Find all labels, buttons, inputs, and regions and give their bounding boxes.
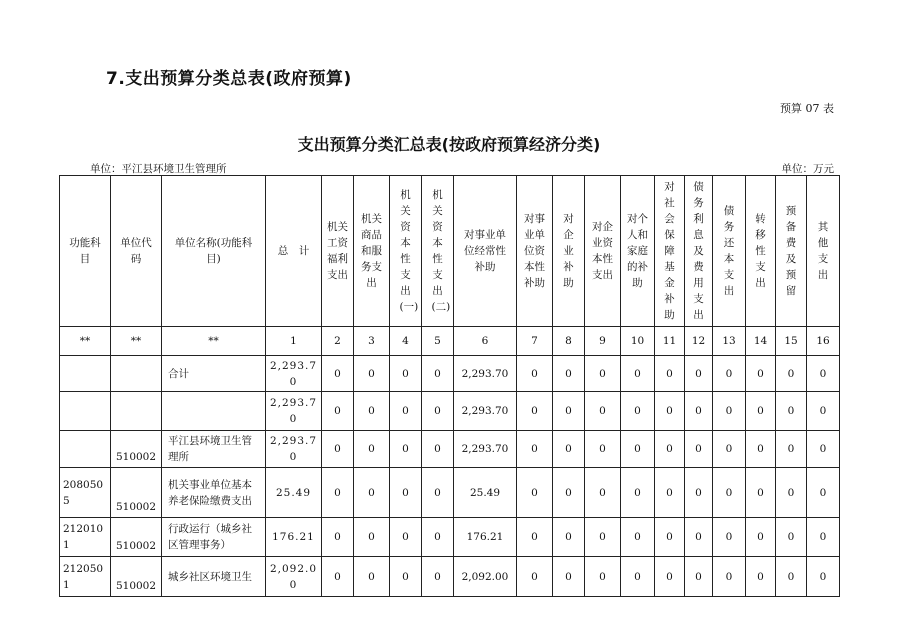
value-cell: 25.49 bbox=[454, 468, 517, 518]
value-cell: 0 bbox=[322, 468, 354, 518]
value-cell: 176.21 bbox=[454, 518, 517, 557]
value-cell: 2,092.00 bbox=[454, 557, 517, 597]
value-cell: 0 bbox=[422, 468, 454, 518]
value-cell: 0 bbox=[390, 392, 422, 431]
value-cell: 0 bbox=[655, 392, 685, 431]
value-cell: 0 bbox=[322, 356, 354, 392]
unit-name-cell: 机关事业单位基本养老保险缴费支出 bbox=[162, 468, 266, 518]
value-cell: 0 bbox=[422, 431, 454, 468]
value-cell: 0 bbox=[685, 356, 713, 392]
value-cell: 0 bbox=[776, 468, 807, 518]
func-code-cell bbox=[60, 431, 111, 468]
value-cell: 0 bbox=[585, 392, 621, 431]
value-cell: 0 bbox=[354, 356, 390, 392]
func-code-cell: 2120501 bbox=[60, 557, 111, 597]
index-cell: 5 bbox=[422, 327, 454, 356]
index-cell: 7 bbox=[517, 327, 553, 356]
unit-name-cell: 城乡社区环境卫生 bbox=[162, 557, 266, 597]
total-cell: 2,293.70 bbox=[266, 356, 322, 392]
col-header-c15: 其他支出 bbox=[807, 176, 840, 327]
index-cell: 6 bbox=[454, 327, 517, 356]
value-cell: 0 bbox=[746, 392, 776, 431]
index-cell: 2 bbox=[322, 327, 354, 356]
unit-code-cell: 510002 bbox=[111, 557, 162, 597]
value-cell: 0 bbox=[776, 431, 807, 468]
table-row bbox=[60, 518, 840, 557]
value-cell: 0 bbox=[746, 557, 776, 597]
value-cell: 0 bbox=[655, 468, 685, 518]
value-cell: 0 bbox=[807, 431, 840, 468]
value-cell: 0 bbox=[807, 557, 840, 597]
unit-name-cell: 合计 bbox=[162, 356, 266, 392]
value-cell: 0 bbox=[746, 468, 776, 518]
value-cell: 0 bbox=[422, 518, 454, 557]
col-header-c7: 对企业补助 bbox=[553, 176, 585, 327]
value-cell: 0 bbox=[322, 518, 354, 557]
unit-name-cell: 平江县环境卫生管理所 bbox=[162, 431, 266, 468]
col-header-c10: 对社会保障基金补助 bbox=[655, 176, 685, 327]
value-cell: 0 bbox=[807, 392, 840, 431]
value-cell: 2,293.70 bbox=[454, 392, 517, 431]
value-cell: 0 bbox=[354, 557, 390, 597]
value-cell: 0 bbox=[655, 431, 685, 468]
value-cell: 0 bbox=[776, 557, 807, 597]
value-cell: 0 bbox=[807, 518, 840, 557]
col-header-c1: 机关工资福利支出 bbox=[322, 176, 354, 327]
index-cell: ** bbox=[60, 327, 111, 356]
index-cell: ** bbox=[111, 327, 162, 356]
index-cell: 1 bbox=[266, 327, 322, 356]
value-cell: 0 bbox=[621, 518, 655, 557]
index-cell: 12 bbox=[685, 327, 713, 356]
value-cell: 0 bbox=[585, 468, 621, 518]
value-cell: 0 bbox=[517, 392, 553, 431]
index-cell: ** bbox=[162, 327, 266, 356]
col-header-c3: 机关资本性支出(一) bbox=[390, 176, 422, 327]
value-cell: 0 bbox=[776, 518, 807, 557]
func-code-cell: 2120101 bbox=[60, 518, 111, 557]
value-cell: 0 bbox=[685, 392, 713, 431]
value-cell: 0 bbox=[655, 557, 685, 597]
value-cell: 0 bbox=[354, 431, 390, 468]
table-row bbox=[60, 356, 840, 392]
value-cell: 0 bbox=[422, 557, 454, 597]
index-cell: 8 bbox=[553, 327, 585, 356]
value-cell: 0 bbox=[322, 392, 354, 431]
value-cell: 0 bbox=[713, 356, 746, 392]
col-header-c8: 对企业资本性支出 bbox=[585, 176, 621, 327]
unit-code-cell: 510002 bbox=[111, 468, 162, 518]
unit-code-cell bbox=[111, 356, 162, 392]
value-cell: 0 bbox=[807, 356, 840, 392]
value-cell: 0 bbox=[517, 518, 553, 557]
value-cell: 0 bbox=[685, 518, 713, 557]
table-title: 支出预算分类汇总表(按政府预算经济分类) bbox=[297, 135, 601, 154]
value-cell: 0 bbox=[553, 468, 585, 518]
value-cell: 0 bbox=[685, 468, 713, 518]
func-code-cell bbox=[60, 392, 111, 431]
col-header-total: 总 计 bbox=[266, 176, 322, 327]
col-header-unit-name: 单位名称(功能科目) bbox=[162, 176, 266, 327]
value-cell: 0 bbox=[621, 356, 655, 392]
value-cell: 0 bbox=[390, 431, 422, 468]
index-cell: 4 bbox=[390, 327, 422, 356]
total-cell: 25.49 bbox=[266, 468, 322, 518]
value-cell: 0 bbox=[713, 518, 746, 557]
currency-unit-label: 单位：万元 bbox=[781, 163, 834, 175]
value-cell: 0 bbox=[517, 557, 553, 597]
total-cell: 2,293.70 bbox=[266, 392, 322, 431]
value-cell: 0 bbox=[390, 557, 422, 597]
value-cell: 0 bbox=[517, 468, 553, 518]
value-cell: 0 bbox=[553, 356, 585, 392]
index-cell: 16 bbox=[807, 327, 840, 356]
index-row bbox=[60, 327, 840, 356]
value-cell: 2,293.70 bbox=[454, 431, 517, 468]
col-header-c6: 对事业单位资本性补助 bbox=[517, 176, 553, 327]
value-cell: 0 bbox=[655, 356, 685, 392]
value-cell: 0 bbox=[776, 392, 807, 431]
value-cell: 0 bbox=[354, 392, 390, 431]
table-row bbox=[60, 557, 840, 597]
total-cell: 176.21 bbox=[266, 518, 322, 557]
col-header-c13: 转移性支出 bbox=[746, 176, 776, 327]
col-header-unit-code: 单位代码 bbox=[111, 176, 162, 327]
value-cell: 0 bbox=[390, 356, 422, 392]
unit-code-cell: 510002 bbox=[111, 518, 162, 557]
func-code-cell: 2080505 bbox=[60, 468, 111, 518]
value-cell: 0 bbox=[713, 557, 746, 597]
unit-name-cell: 行政运行（城乡社区管理事务） bbox=[162, 518, 266, 557]
col-header-c12: 债务还本支出 bbox=[713, 176, 746, 327]
total-cell: 2,092.00 bbox=[266, 557, 322, 597]
header-row bbox=[60, 176, 840, 327]
value-cell: 0 bbox=[354, 468, 390, 518]
value-cell: 2,293.70 bbox=[454, 356, 517, 392]
table-number: 预算 07 表 bbox=[780, 102, 834, 115]
value-cell: 0 bbox=[746, 356, 776, 392]
value-cell: 0 bbox=[354, 518, 390, 557]
table-row bbox=[60, 392, 840, 431]
value-cell: 0 bbox=[585, 518, 621, 557]
value-cell: 0 bbox=[553, 431, 585, 468]
value-cell: 0 bbox=[713, 431, 746, 468]
col-header-c11: 债务利息及费用支出 bbox=[685, 176, 713, 327]
page-heading: 7.支出预算分类总表(政府预算) bbox=[106, 69, 352, 89]
value-cell: 0 bbox=[685, 431, 713, 468]
index-cell: 15 bbox=[776, 327, 807, 356]
unit-code-cell: 510002 bbox=[111, 431, 162, 468]
expenditure-table bbox=[59, 175, 840, 597]
value-cell: 0 bbox=[390, 518, 422, 557]
unit-code-cell bbox=[111, 392, 162, 431]
value-cell: 0 bbox=[422, 392, 454, 431]
value-cell: 0 bbox=[713, 392, 746, 431]
col-header-c4: 机关资本性支出(二) bbox=[422, 176, 454, 327]
value-cell: 0 bbox=[746, 431, 776, 468]
value-cell: 0 bbox=[621, 431, 655, 468]
value-cell: 0 bbox=[655, 518, 685, 557]
table-row bbox=[60, 468, 840, 518]
index-cell: 10 bbox=[621, 327, 655, 356]
value-cell: 0 bbox=[322, 557, 354, 597]
index-cell: 14 bbox=[746, 327, 776, 356]
value-cell: 0 bbox=[807, 468, 840, 518]
value-cell: 0 bbox=[585, 557, 621, 597]
value-cell: 0 bbox=[585, 356, 621, 392]
value-cell: 0 bbox=[621, 468, 655, 518]
value-cell: 0 bbox=[685, 557, 713, 597]
index-cell: 13 bbox=[713, 327, 746, 356]
value-cell: 0 bbox=[746, 518, 776, 557]
value-cell: 0 bbox=[621, 392, 655, 431]
unit-name-cell bbox=[162, 392, 266, 431]
value-cell: 0 bbox=[553, 392, 585, 431]
value-cell: 0 bbox=[776, 356, 807, 392]
value-cell: 0 bbox=[422, 356, 454, 392]
col-header-c9: 对个人和家庭的补助 bbox=[621, 176, 655, 327]
value-cell: 0 bbox=[553, 518, 585, 557]
func-code-cell bbox=[60, 356, 111, 392]
col-header-c14: 预备费及预留 bbox=[776, 176, 807, 327]
unit-label: 单位：平江县环境卫生管理所 bbox=[90, 163, 227, 175]
value-cell: 0 bbox=[517, 431, 553, 468]
col-header-func: 功能科目 bbox=[60, 176, 111, 327]
col-header-c5: 对事业单位经常性补助 bbox=[454, 176, 517, 327]
col-header-c2: 机关商品和服务支出 bbox=[354, 176, 390, 327]
value-cell: 0 bbox=[390, 468, 422, 518]
table-row bbox=[60, 431, 840, 468]
index-cell: 3 bbox=[354, 327, 390, 356]
index-cell: 11 bbox=[655, 327, 685, 356]
value-cell: 0 bbox=[322, 431, 354, 468]
value-cell: 0 bbox=[713, 468, 746, 518]
value-cell: 0 bbox=[585, 431, 621, 468]
total-cell: 2,293.70 bbox=[266, 431, 322, 468]
index-cell: 9 bbox=[585, 327, 621, 356]
value-cell: 0 bbox=[553, 557, 585, 597]
value-cell: 0 bbox=[517, 356, 553, 392]
value-cell: 0 bbox=[621, 557, 655, 597]
